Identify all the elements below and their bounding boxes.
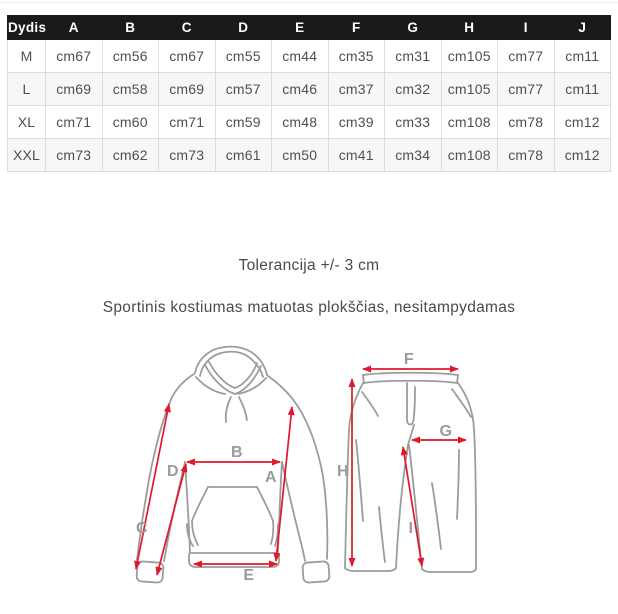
column-header-G: G	[385, 16, 442, 40]
size-column-header: Dydis	[8, 16, 46, 40]
table-row-XL	[8, 106, 611, 139]
measurement-cell: cm60	[102, 106, 159, 139]
size-label: L	[8, 73, 46, 106]
measurement-cell: cm78	[498, 106, 555, 139]
measurement-cell: cm35	[328, 40, 385, 73]
tolerance-note: Tolerancija +/- 3 cm	[238, 257, 380, 274]
label-D: D	[166, 463, 180, 480]
top-divider	[0, 2, 618, 3]
measurement-cell: cm105	[441, 40, 498, 73]
crease-right-1	[457, 450, 459, 519]
label-E: E	[243, 567, 255, 584]
column-header-F: F	[328, 16, 385, 40]
drawstring-left	[226, 397, 231, 422]
measurement-cell: cm78	[498, 139, 555, 172]
column-header-D: D	[215, 16, 272, 40]
label-I: I	[408, 520, 414, 537]
size-chart-body	[8, 40, 611, 172]
measurement-cell: cm77	[498, 40, 555, 73]
left-leg-hem	[345, 568, 396, 571]
measurement-cell: cm56	[102, 40, 159, 73]
measurement-cell: cm33	[385, 106, 442, 139]
size-label: XL	[8, 106, 46, 139]
measurement-cell: cm39	[328, 106, 385, 139]
crease-left-2	[379, 507, 385, 562]
arrow-I	[403, 447, 422, 566]
measurement-cell: cm12	[554, 106, 611, 139]
label-A: A	[264, 469, 278, 486]
column-header-B: B	[102, 16, 159, 40]
measurement-cell: cm37	[328, 73, 385, 106]
measurement-cell: cm31	[385, 40, 442, 73]
waistband-right-edge	[457, 375, 458, 383]
label-G: G	[439, 423, 453, 440]
measurement-cell: cm12	[554, 139, 611, 172]
size-label: M	[8, 40, 46, 73]
measurement-cell: cm32	[385, 73, 442, 106]
measurement-cell: cm41	[328, 139, 385, 172]
waistband-top	[363, 373, 458, 375]
measurement-cell: cm11	[554, 40, 611, 73]
column-header-J: J	[554, 16, 611, 40]
fly-placket	[407, 383, 415, 424]
measurement-cell: cm46	[272, 73, 329, 106]
measurement-cell: cm57	[215, 73, 272, 106]
measurement-cell: cm73	[159, 139, 216, 172]
column-header-C: C	[159, 16, 216, 40]
column-header-H: H	[441, 16, 498, 40]
measurement-cell: cm67	[46, 40, 103, 73]
right-leg-hem	[422, 569, 476, 572]
label-F: F	[403, 351, 415, 368]
garment-drawing	[85, 335, 505, 605]
table-row-XXL	[8, 139, 611, 172]
hem-band-bottom	[189, 554, 279, 567]
label-C: C	[135, 520, 149, 537]
measurement-note: Sportinis kostiumas matuotas plokščias, nesitampydamas	[102, 299, 516, 316]
measurement-cell: cm77	[498, 73, 555, 106]
column-header-E: E	[272, 16, 329, 40]
measurement-cell: cm108	[441, 139, 498, 172]
pocket-left-slant	[192, 487, 208, 521]
right-cuff	[302, 561, 329, 583]
hoodie-outline	[136, 347, 329, 583]
pocket-left-opening	[192, 521, 198, 545]
hip-pocket-left	[362, 392, 378, 416]
measurement-cell: cm108	[441, 106, 498, 139]
waistband-bottom	[364, 381, 457, 383]
measurement-cell: cm73	[46, 139, 103, 172]
column-header-I: I	[498, 16, 555, 40]
label-B: B	[230, 444, 244, 461]
measurement-cell: cm48	[272, 106, 329, 139]
measurement-cell: cm55	[215, 40, 272, 73]
measurement-cell: cm71	[46, 106, 103, 139]
measurement-cell: cm71	[159, 106, 216, 139]
size-chart-table	[7, 15, 611, 172]
measurement-cell: cm69	[159, 73, 216, 106]
table-row-M	[8, 40, 611, 73]
measurement-cell: cm59	[215, 106, 272, 139]
column-header-A: A	[46, 16, 103, 40]
measurement-cell: cm44	[272, 40, 329, 73]
measurement-cell: cm105	[441, 73, 498, 106]
measurement-cell: cm67	[159, 40, 216, 73]
measurement-cell: cm62	[102, 139, 159, 172]
table-row-L	[8, 73, 611, 106]
pocket-right-opening	[271, 521, 273, 544]
measurement-cell: cm69	[46, 73, 103, 106]
waistband-left-edge	[363, 375, 364, 383]
drawstring-right	[239, 397, 247, 420]
measurement-cell: cm58	[102, 73, 159, 106]
measurement-cell: cm34	[385, 139, 442, 172]
label-H: H	[336, 463, 350, 480]
size-chart-head-row	[8, 16, 611, 40]
crease-left-1	[356, 440, 363, 521]
size-label: XXL	[8, 139, 46, 172]
pocket-right-slant	[257, 487, 273, 521]
pants-outline	[345, 373, 476, 572]
measurement-cell: cm61	[215, 139, 272, 172]
measurement-cell: cm50	[272, 139, 329, 172]
measurement-cell: cm11	[554, 73, 611, 106]
arrow-A	[276, 407, 292, 561]
crease-right-2	[432, 483, 441, 549]
front-rise	[408, 425, 414, 445]
measurement-diagram	[85, 335, 505, 605]
arrow-C	[136, 404, 169, 569]
